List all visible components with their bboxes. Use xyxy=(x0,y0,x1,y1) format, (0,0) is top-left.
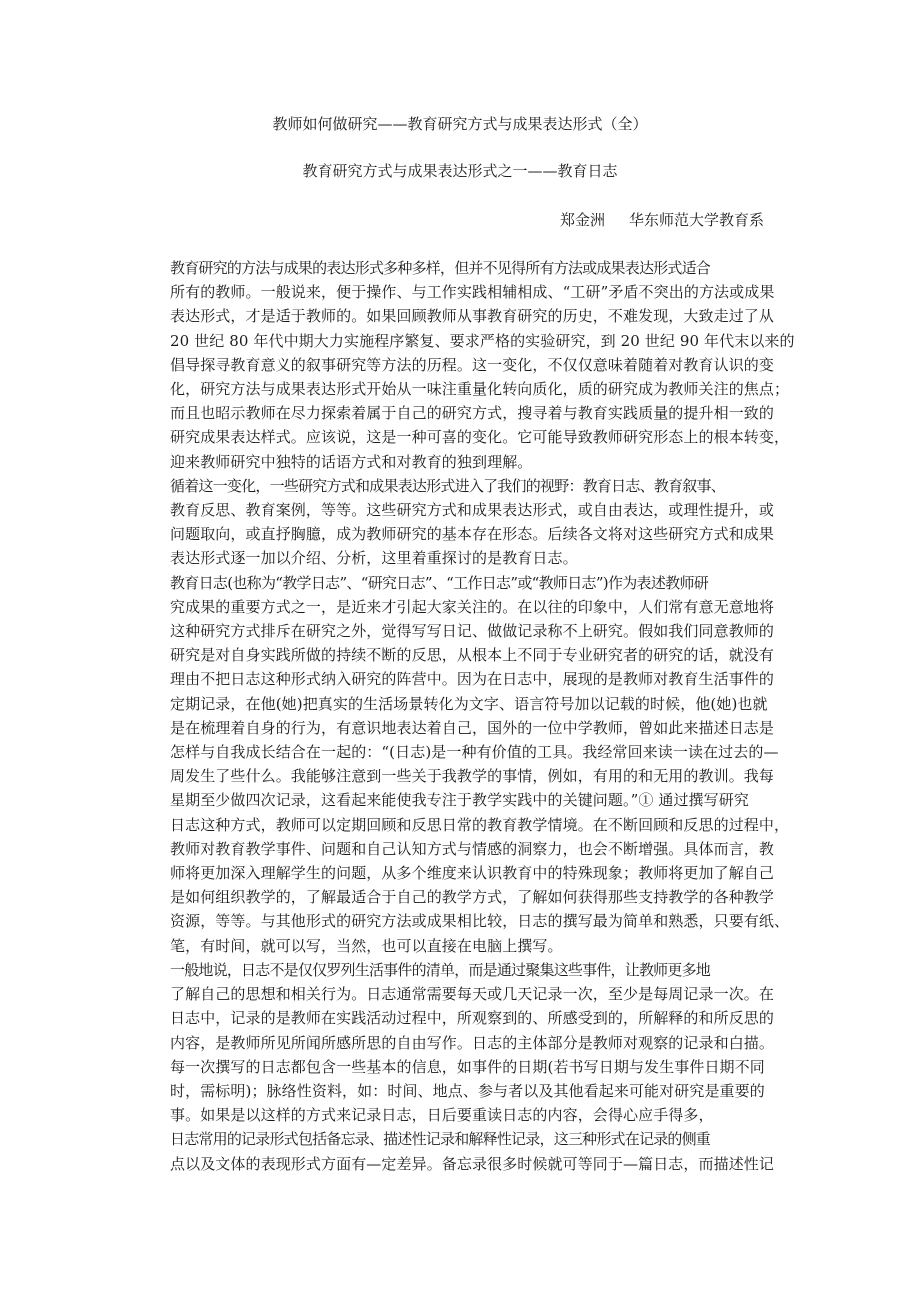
paragraph-line: 资源，等等。与其他形式的研究方法或成果相比较，日志的撰写最为简单和熟悉，只要有纸、 xyxy=(170,912,790,931)
paragraph-line: 理由不把日志这种形式纳入研究的阵营中。因为在日志中，展现的是教师对教育生活事件的 xyxy=(170,670,775,689)
paragraph-line: 教育反思、教育案例，等等。这些研究方式和成果表达形式，或自由表达，或理性提升，或 xyxy=(170,501,775,520)
paragraph-line: 一般地说，日志不是仅仅罗列生活事件的清单，而是通过聚集这些事件，让教师更多地 xyxy=(170,960,711,979)
paragraph-line: 日志中，记录的是教师在实践活动过程中，所观察到的、所感受到的，所解释的和所反思的 xyxy=(170,1009,775,1028)
author-affiliation: 华东师范大学教育系 xyxy=(629,211,765,229)
body-paragraph xyxy=(140,256,796,474)
body-paragraph xyxy=(140,474,796,571)
paragraph-line: 周发生了些什么。我能够注意到一些关于我教学的事情，例如，有用的和无用的教训。我每 xyxy=(170,767,775,786)
paragraph-line: 倡导探寻教育意义的叙事研究等方法的历程。这一变化，不仅仅意味着随着对教育认识的变 xyxy=(170,355,775,374)
body-paragraph xyxy=(140,958,796,1127)
paragraph-line: 教师对教育教学事件、问题和自己认知方式与情感的洞察力，也会不断增强。具体而言，教 xyxy=(170,839,775,858)
paragraph-line: 怎样与自我成长结合在一起的：“(日志)是一种有价值的工具。我经常回来读一读在过去的— xyxy=(170,743,779,762)
document-title: 教师如何做研究——教育研究方式与成果表达形式（全） xyxy=(272,115,648,133)
paragraph-line: 是在梳理着自身的行为，有意识地表达着自己，国外的一位中学教师，曾如此来描述日志是 xyxy=(170,718,775,737)
paragraph-line: 事。如果是以这样的方式来记录日志，日后要重读日志的内容，会得心应手得多， xyxy=(170,1106,714,1125)
paragraph-line: 表达形式，才是适于教师的。如果回顾教师从事教育研究的历史，不难发现，大致走过了从 xyxy=(170,307,775,326)
byline xyxy=(560,208,764,232)
paragraph-line: 日志常用的记录形式包括备忘录、描述性记录和解释性记录，这三种形式在记录的侧重 xyxy=(170,1130,711,1149)
paragraph-line: 问题取向，或直抒胸臆，成为教师研究的基本存在形态。后续各文将对这些研究方式和成果 xyxy=(170,525,775,544)
paragraph-line: 研究成果表达样式。应该说，这是一种可喜的变化。它可能导致教师研究形态上的根本转变， xyxy=(170,428,790,447)
author-name: 郑金洲 xyxy=(560,211,606,229)
document-body xyxy=(140,256,796,1176)
paragraph-line: 点以及文体的表现形式方面有—定差异。备忘录很多时候就可等同于—篇日志，而描述性记 xyxy=(170,1154,775,1173)
paragraph-line: 教育日志(也称为“教学日志”、“研究日志”、“工作日志”或“教师日志”)作为表述教师研 xyxy=(170,573,709,592)
paragraph-line: 表达形式逐一加以介绍、分析，这里着重探讨的是教育日志。 xyxy=(170,549,578,568)
paragraph-line: 20 世纪 80 年代中期大力实施程序繁复、要求严格的实验研究，到 20 世纪 90 年代末以来的 xyxy=(170,331,795,350)
paragraph-line: 星期至少做四次记录，这看起来能使我专注于教学实践中的关键问题。”① 通过撰写研究 xyxy=(170,791,749,810)
paragraph-line: 化，研究方法与成果表达形式开始从一味注重量化转向质化，质的研究成为教师关注的焦点； xyxy=(170,380,790,399)
document-subtitle: 教育研究方式与成果表达形式之一——教育日志 xyxy=(302,162,618,180)
paragraph-line: 师将更加深入理解学生的问题，从多个维度来认识教育中的特殊现象；教师将更加了解自己 xyxy=(170,864,775,883)
paragraph-line: 究成果的重要方式之一，是近来才引起大家关注的。在以往的印象中，人们常有意无意地将 xyxy=(170,597,775,616)
paragraph-line: 这种研究方式排斥在研究之外，觉得写写日记、做做记录称不上研究。假如我们同意教师的 xyxy=(170,622,775,641)
paragraph-line: 是如何组织教学的，了解最适合于自己的教学方式，了解如何获得那些支持教学的各种教学 xyxy=(170,888,775,907)
paragraph-line: 时，需标明)；脉络性资料，如：时间、地点、参与者以及其他看起来可能对研究是重要的 xyxy=(170,1081,765,1100)
paragraph-line: 而且也昭示教师在尽力探索着属于自己的研究方式，搜寻着与教育实践质量的提升相一致的 xyxy=(170,404,775,423)
paragraph-line: 每一次撰写的日志都包含一些基本的信息，如事件的日期(若书写日期与发生事件日期不同 xyxy=(170,1057,765,1076)
paragraph-line: 迎来教师研究中独特的话语方式和对教育的独到理解。 xyxy=(170,452,533,471)
paragraph-line: 内容，是教师所见所闻所感所思的自由写作。日志的主体部分是教师对观察的记录和白描。 xyxy=(170,1033,775,1052)
paragraph-line: 了解自己的思想和相关行为。日志通常需要每天或几天记录一次，至少是每周记录一次。在 xyxy=(170,985,775,1004)
paragraph-line: 笔，有时间，就可以写，当然，也可以直接在电脑上撰写。 xyxy=(170,936,563,955)
paragraph-line: 日志这种方式，教师可以定期回顾和反思日常的教育教学情境。在不断回顾和反思的过程中， xyxy=(170,815,790,834)
paragraph-line: 循着这一变化，一些研究方式和成果表达形式进入了我们的视野：教育日志、教育叙事、 xyxy=(170,476,726,495)
paragraph-line: 定期记录，在他(她)把真实的生活场景转化为文字、语言符号加以记载的时候，他(她)也就 xyxy=(170,694,768,713)
body-paragraph xyxy=(140,1127,796,1175)
paragraph-line: 研究是对自身实践所做的持续不断的反思，从根本上不同于专业研究者的研究的话，就没有 xyxy=(170,646,775,665)
paragraph-line: 所有的教师。一般说来，便于操作、与工作实践相辅相成、“工研”矛盾不突出的方法或成果 xyxy=(170,283,775,302)
body-paragraph xyxy=(140,571,796,958)
paragraph-line: 教育研究的方法与成果的表达形式多种多样，但并不见得所有方法或成果表达形式适合 xyxy=(170,259,711,277)
